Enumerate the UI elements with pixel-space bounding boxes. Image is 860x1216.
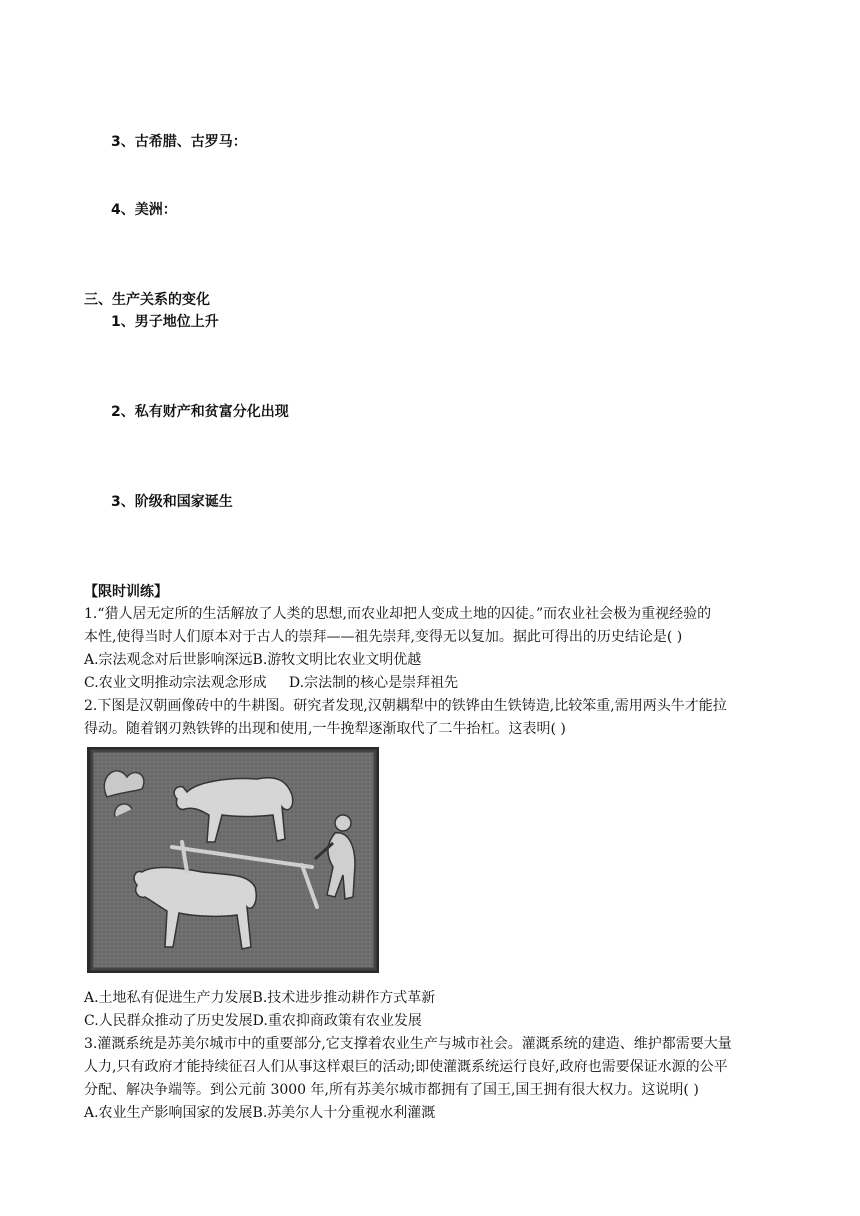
q3-options-ab: A.农业生产影响国家的发展B.苏美尔人十分重视水利灌溉 bbox=[84, 1105, 436, 1121]
q3-line: 人力,只有政府才能持续征召人们从事这样艰巨的活动;即使灌溉系统运行良好,政府也需要保证水源的公平 bbox=[84, 1059, 728, 1075]
point-private-property: 2、私有财产和贫富分化出现 bbox=[111, 404, 289, 420]
training-title: 【限时训练】 bbox=[84, 584, 168, 600]
question-1 bbox=[84, 603, 784, 741]
q3-line: 3.灌溉系统是苏美尔城市中的重要部分,它支撑着农业生产与城市社会。灌溉系统的建造、维护都需要大量 bbox=[84, 1036, 732, 1052]
ox-plowing-brick-relief-image bbox=[87, 747, 379, 973]
q1-line: 1.“猎人居无定所的生活解放了人类的思想,而农业却把人变成土地的囚徒。”而农业社会极为重视经验的 bbox=[84, 606, 712, 622]
q2-options-ab: A.土地私有促进生产力发展B.技术进步推动耕作方式革新 bbox=[84, 990, 436, 1006]
point-class-state: 3、阶级和国家诞生 bbox=[111, 494, 233, 510]
q1-options-ab: A.宗法观念对后世影响深远B.游牧文明比农业文明优越 bbox=[84, 652, 422, 668]
point-male-status: 1、男子地位上升 bbox=[111, 314, 219, 330]
section-ancient-greece-rome: 3、古希腊、古罗马： bbox=[111, 134, 247, 150]
section-americas: 4、美洲： bbox=[111, 202, 177, 218]
question-2-options bbox=[84, 987, 784, 1125]
q1-options-cd: C.农业文明推动宗法观念形成 D.宗法制的核心是崇拜祖先 bbox=[84, 675, 459, 691]
part-three-title: 三、生产关系的变化 bbox=[84, 292, 210, 308]
q1-line: 本性,使得当时人们原本对于古人的崇拜——祖先崇拜,变得无以复加。据此可得出的历史结论是( ) bbox=[84, 629, 683, 645]
q2-line: 2.下图是汉朝画像砖中的牛耕图。研究者发现,汉朝耦犁中的铁铧由生铁铸造,比较笨重,需用两头牛才能拉 bbox=[84, 698, 727, 714]
q2-options-cd: C.人民群众推动了历史发展D.重农抑商政策有农业发展 bbox=[84, 1013, 422, 1029]
q3-line: 分配、解决争端等。到公元前 3000 年,所有苏美尔城市都拥有了国王,国王拥有很大权力。这说明( ) bbox=[84, 1082, 699, 1098]
q2-line: 得动。随着钢刃熟铁铧的出现和使用,一牛挽犁逐渐取代了二牛抬杠。这表明( ) bbox=[84, 721, 566, 737]
